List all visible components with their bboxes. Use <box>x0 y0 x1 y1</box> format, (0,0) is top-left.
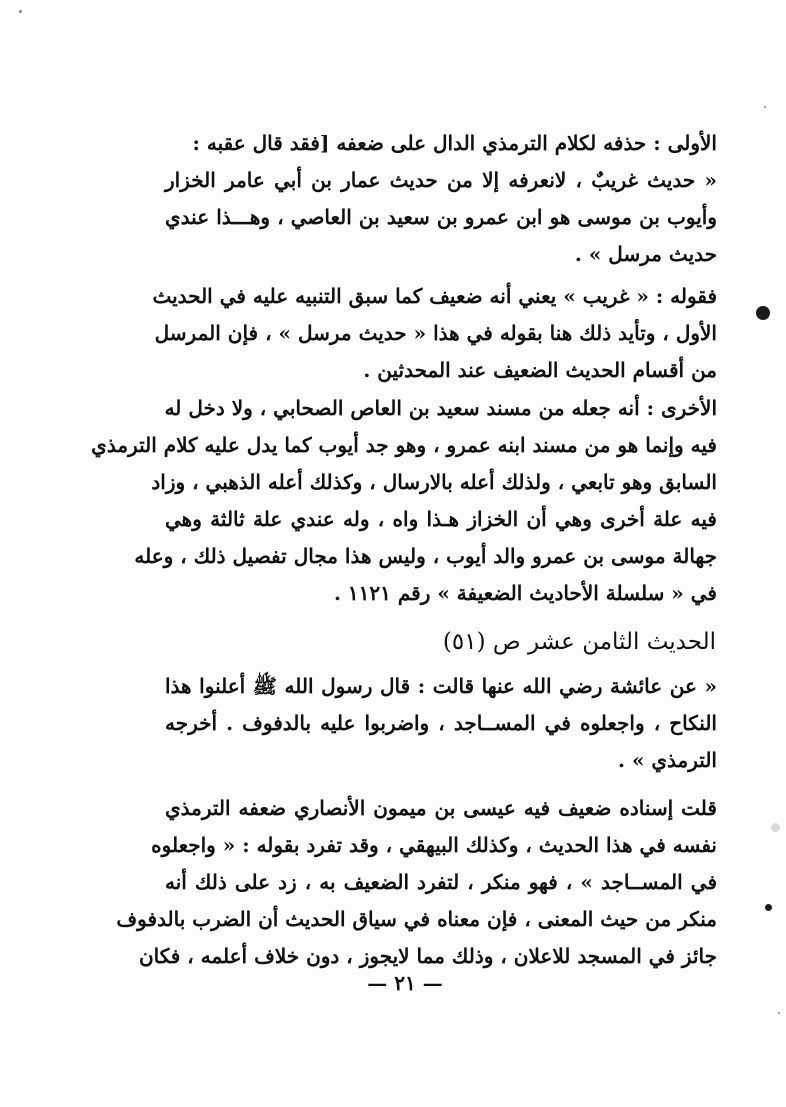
paragraph-3 <box>91 390 717 612</box>
scan-speck <box>764 106 766 108</box>
text-line: حديث مرسل » . <box>574 242 717 266</box>
text-line: الترمذي » . <box>618 748 717 772</box>
text-line: قلت إسناده ضعيف فيه عيسى بن ميمون الأنصاري ضعفه الترمذي <box>165 796 717 820</box>
text-line: النكاح ، واجعلوه في المســاجد ، واضربوا عليه بالدفوف . أخرجه <box>165 711 717 735</box>
text-line: نفسه في هذا الحديث ، وكذلك البيهقي ، وقد تفرد بقوله : « واجعلوه <box>151 833 717 857</box>
text-line: من أقسام الحديث الضعيف عند المحدثين . <box>363 358 717 382</box>
section-heading: الحديث الثامن عشر ص (٥١) <box>442 629 716 655</box>
scan-speck <box>778 1012 780 1014</box>
text-line: الأخرى : أنه جعله من مسند سعيد بن العاص الصحابي ، ولا دخل له <box>164 396 717 420</box>
text-line: في المســاجد » ، فهو منكر ، لتفرد الضعيف به ، زد على ذلك أنه <box>165 870 717 894</box>
scan-speck <box>19 10 22 13</box>
ink-blot <box>765 904 772 911</box>
text-line: فقوله : « غريب » يعني أنه ضعيف كما سبق التنبيه عليه في الحديث <box>152 284 717 308</box>
text-line: منكر من حيث المعنى ، فإن معناه في سياق الحديث أن الضرب بالدفوف <box>116 907 717 931</box>
text-line: جائز في المسجد للاعلان ، وذلك مما لايجوز ، دون خلاف أعلمه ، فكان <box>138 944 717 968</box>
text-line: وأيوب بن موسى هو ابن عمرو بن سعيد بن العاصي ، وهـــذا عندي <box>165 205 717 229</box>
page-number: — ٢١ — <box>367 971 443 995</box>
text-line: جهالة موسى بن عمرو والد أيوب ، وليس هذا مجال تفصيل ذلك ، وعله <box>134 544 717 568</box>
text-line: « عن عائشة رضي الله عنها قالت : قال رسول الله ﷺ أعلنوا هذا <box>165 674 717 698</box>
text-line: « حديث غريبٌ ، لانعرفه إلا من حديث عمار بن أبي عامر الخزار <box>165 168 717 192</box>
paragraph-5 <box>116 790 717 975</box>
paragraph-4 <box>165 668 717 779</box>
text-line: السابق وهو تابعي ، ولذلك أعله بالارسال ، وكذلك أعله الذهبي ، وزاد <box>151 470 717 494</box>
text-line: الأولى : حذفه لكلام الترمذي الدال على ضعفه [فقد قال عقبه : <box>192 131 717 155</box>
text-line: في « سلسلة الأحاديث الضعيفة » رقم ١١٢١ . <box>333 581 717 605</box>
text-line: فيه وإنما هو من مسند ابنه عمرو ، وهو جد أيوب كما يدل عليه كلام الترمذي <box>91 433 717 457</box>
paragraph-1 <box>165 125 717 273</box>
ink-blot <box>756 306 770 320</box>
scan-speck <box>771 823 780 832</box>
paragraph-2 <box>152 278 717 389</box>
text-line: الأول ، وتأيد ذلك هنا بقوله في هذا « حديث مرسل » ، فإن المرسل <box>154 321 717 345</box>
text-line: فيه علة أخرى وهي أن الخزاز هـذا واه ، وله عندي علة ثالثة وهي <box>165 507 717 531</box>
